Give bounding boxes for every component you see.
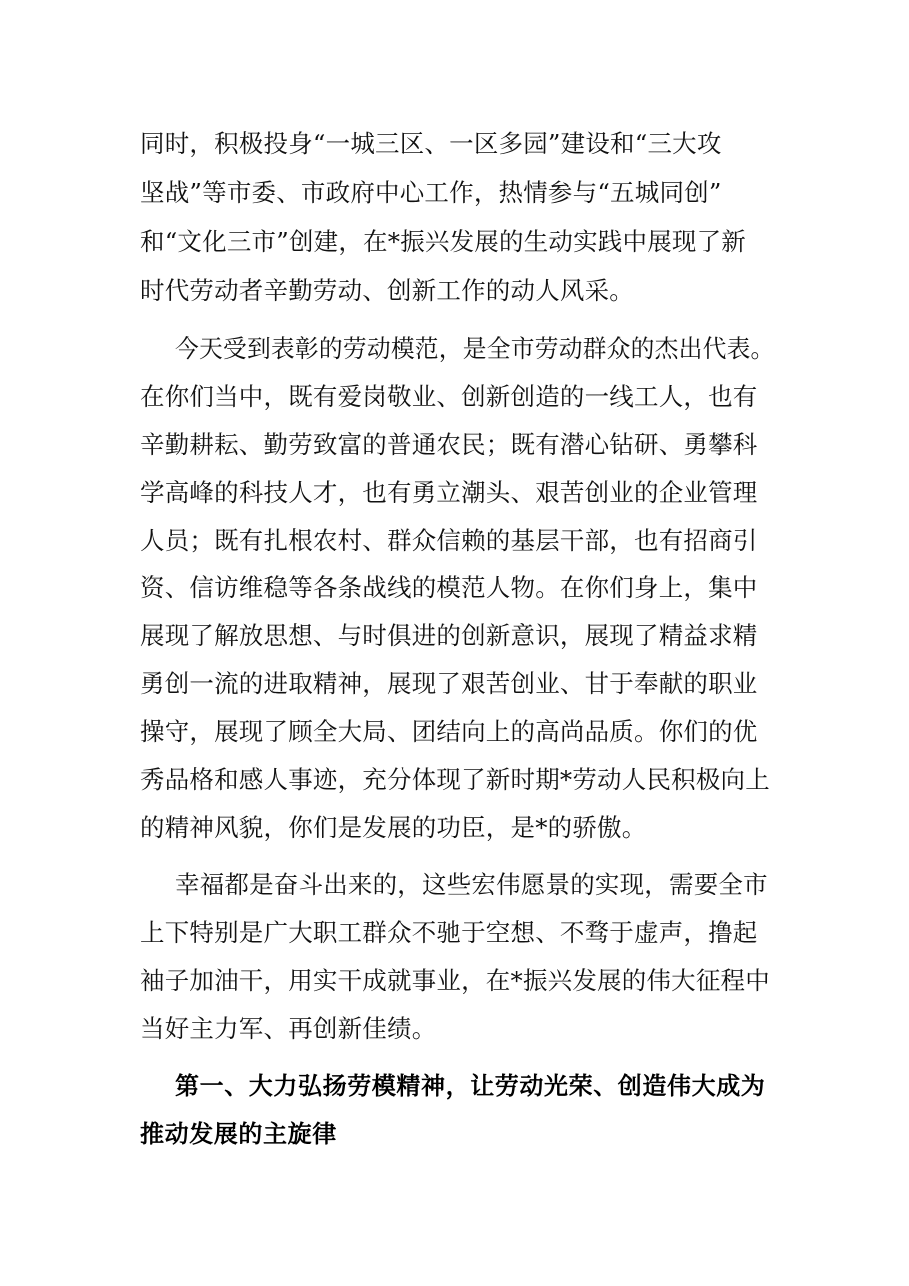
- paragraph-line: 学高峰的科技人才，也有勇立潮头、艰苦创业的企业管理: [140, 478, 758, 507]
- paragraph-line: 辛勤耕耘、勤劳致富的普通农民；既有潜心钻研、勇攀科: [140, 430, 758, 459]
- paragraph-line: 幸福都是奋斗出来的，这些宏伟愿景的实现，需要全市: [175, 870, 768, 899]
- paragraph-line: 今天受到表彰的劳动模范，是全市劳动群众的杰出代表。: [175, 334, 775, 363]
- paragraph-line: 操守，展现了顾全大局、团结向上的高尚品质。你们的优: [140, 717, 758, 746]
- paragraph-line: 资、信访维稳等各条战线的模范人物。在你们身上，集中: [140, 573, 758, 602]
- paragraph-line: 和“文化三市”创建，在*振兴发展的生动实践中展现了新: [140, 227, 746, 256]
- paragraph-line: 展现了解放思想、与时俱进的创新意识，展现了精益求精: [140, 621, 758, 650]
- paragraph-line: 秀品格和感人事迹，充分体现了新时期*劳动人民积极向上: [140, 765, 770, 794]
- paragraph-line: 时代劳动者辛勤劳动、创新工作的动人风采。: [140, 276, 634, 305]
- paragraph-line: 坚战”等市委、市政府中心工作，热情参与“五城同创”: [140, 178, 722, 207]
- paragraph-line: 当好主力军、再创新佳绩。: [140, 1014, 437, 1043]
- heading-line: 推动发展的主旋律: [140, 1120, 337, 1148]
- heading-line: 第一、大力弘扬劳模精神，让劳动光荣、创造伟大成为: [175, 1072, 766, 1100]
- paragraph-line: 在你们当中，既有爱岗敬业、创新创造的一线工人，也有: [140, 382, 758, 411]
- paragraph-line: 同时，积极投身“一城三区、一区多园”建设和“三大攻: [140, 129, 722, 158]
- paragraph-line: 袖子加油干，用实干成就事业，在*振兴发展的伟大征程中: [140, 966, 770, 995]
- paragraph-line: 的精神风貌，你们是发展的功臣，是*的骄傲。: [140, 813, 647, 842]
- paragraph-line: 上下特别是广大职工群众不驰于空想、不骛于虚声，撸起: [140, 918, 758, 947]
- paragraph-line: 勇创一流的进取精神，展现了艰苦创业、甘于奉献的职业: [140, 669, 758, 698]
- paragraph-line: 人员；既有扎根农村、群众信赖的基层干部，也有招商引: [140, 526, 758, 555]
